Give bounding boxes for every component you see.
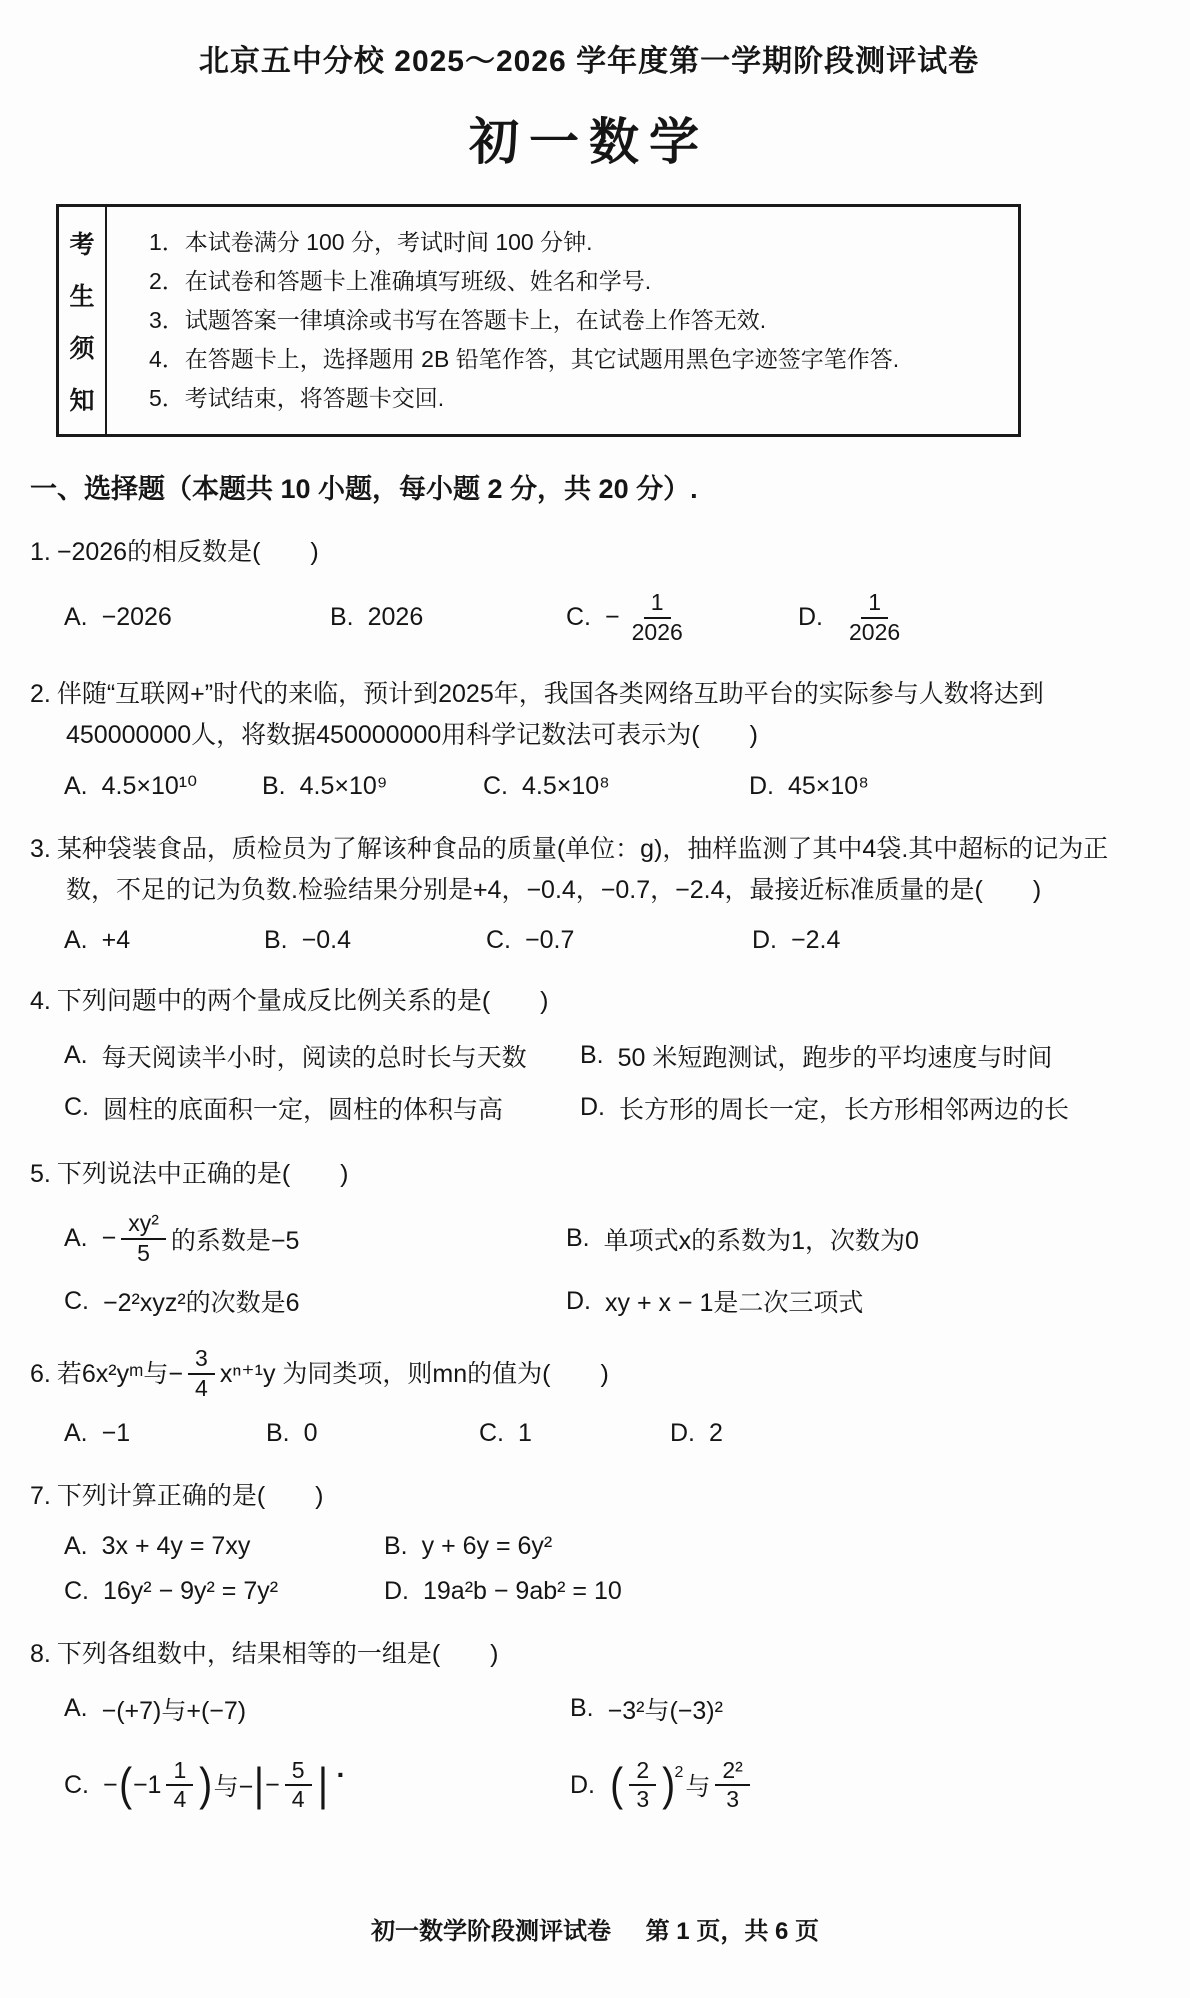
fraction-denominator: 3 [636, 1786, 650, 1813]
option-text: −1 [101, 1418, 131, 1447]
question-2 [30, 674, 1148, 801]
option-label: B. [262, 771, 286, 800]
q7-option-a [64, 1532, 384, 1561]
q5-option-a [64, 1210, 566, 1267]
question-4 [30, 981, 1148, 1126]
mixed-number-integer: −1 [132, 1770, 162, 1799]
option-text: 与− [213, 1773, 254, 1802]
notice-item: 2．在试卷和答题卡上准确填写班级、姓名和学号. [149, 268, 652, 295]
fraction-denominator: 2026 [631, 618, 683, 645]
q5-option-c [64, 1283, 566, 1319]
exam-title: 北京五中分校 2025～2026 学年度第一学期阶段测评试卷 [198, 45, 980, 78]
option-label: B. [566, 1224, 590, 1253]
option-text: −2026 [101, 603, 172, 632]
question-7 [30, 1476, 1148, 1607]
q1-option-b [330, 603, 566, 632]
option-label: A. [64, 1418, 88, 1447]
option-label: C. [64, 1770, 89, 1799]
fraction [715, 1757, 749, 1814]
option-text: 4.5×10¹⁰ [101, 772, 198, 801]
option-text: 每天阅读半小时，阅读的总时长与天数 [101, 1043, 527, 1072]
option-text: xy + x − 1是二次三项式 [605, 1289, 864, 1318]
option-text: −0.4 [301, 926, 351, 955]
option-text: +4 [101, 926, 131, 955]
q7-option-d [384, 1577, 622, 1606]
q8-options-row-2 [30, 1757, 1148, 1814]
q6-option-b [266, 1419, 479, 1448]
q4-option-a [64, 1038, 580, 1074]
q6-option-c [479, 1419, 670, 1448]
q6-option-a [64, 1419, 266, 1448]
option-text: 2 [709, 1418, 723, 1447]
q2-options [30, 771, 1148, 801]
fraction-denominator: 4 [173, 1786, 187, 1813]
question-3 [30, 829, 1148, 955]
option-label: D. [749, 771, 774, 800]
minus-sign: − [103, 1770, 118, 1799]
option-text: 3x + 4y = 7xy [101, 1532, 251, 1561]
option-label: B. [570, 1694, 594, 1723]
minus-sign: − [265, 1770, 280, 1799]
q4-options-row-1 [30, 1038, 1148, 1074]
fraction [285, 1757, 312, 1814]
fraction [625, 589, 690, 646]
section-1-heading: 一、选择题（本题共 10 小题，每小题 2 分，共 20 分）. [30, 474, 698, 505]
q7-number: 7. [30, 1481, 51, 1510]
q3-number: 3. [30, 835, 51, 864]
q7-options-row-1 [30, 1532, 1148, 1561]
q8-option-d [570, 1757, 755, 1814]
fraction-numerator: 3 [188, 1345, 215, 1375]
notice-items [107, 207, 1018, 434]
notice-item: 5．考试结束，将答题卡交回. [149, 385, 445, 412]
option-label: D. [384, 1577, 409, 1606]
q2-option-b [262, 772, 483, 801]
q4-option-d [580, 1090, 1069, 1126]
question-8 [30, 1634, 1148, 1814]
option-label: C. [64, 1093, 89, 1122]
stray-dot: · [336, 1759, 346, 1791]
notice-side-char: 生 [69, 282, 95, 311]
fraction-denominator: 4 [195, 1374, 208, 1401]
q6-options [30, 1419, 1148, 1448]
fraction [166, 1757, 193, 1814]
q7-stem-text: 下列计算正确的是( ) [56, 1481, 324, 1510]
q4-option-c [64, 1090, 580, 1126]
q3-option-a [64, 926, 264, 955]
option-label: D. [798, 603, 823, 632]
option-text: y + 6y = 6y² [421, 1532, 553, 1561]
q5-options-row-2 [30, 1283, 1148, 1319]
q2-stem-text: 伴随“互联网+”时代的来临，预计到2025年，我国各类网络互助平台的实际参与人数将达到450000000人，将数据450000000用科学记数法可表示为( ) [56, 680, 1044, 749]
q2-option-a [64, 771, 262, 801]
q8-option-c [64, 1757, 570, 1814]
option-text: −(+7)与+(−7) [101, 1696, 247, 1725]
q3-stem [30, 829, 1148, 910]
option-label: D. [580, 1093, 605, 1122]
q2-stem [30, 674, 1148, 755]
fraction-numerator: 2 [629, 1757, 656, 1787]
page-footer [0, 1911, 1190, 1946]
option-text: 0 [303, 1418, 318, 1447]
q1-option-c [566, 589, 798, 646]
option-label: A. [64, 1532, 88, 1561]
footer-doc-title: 初一数学阶段测评试卷 [370, 1918, 611, 1945]
option-label: D. [670, 1418, 695, 1447]
option-label: D. [752, 926, 777, 955]
option-text: 单项式x的系数为1，次数为0 [603, 1226, 919, 1255]
q6-stem-post: xⁿ⁺¹y 为同类项，则mn的值为( ) [219, 1359, 609, 1388]
fraction-denominator: 5 [137, 1239, 150, 1266]
option-label: C. [479, 1418, 504, 1447]
notice-side-char: 考 [69, 230, 95, 259]
q6-option-d [670, 1419, 723, 1448]
q3-stem-text: 某种袋装食品，质检员为了解该种食品的质量(单位：g)，抽样监测了其中4袋.其中超标的记为正数，不足的记为负数.检验结果分别是+4，−0.4，−0.7，−2.4，最接近标准质量的是( ) [56, 835, 1109, 904]
q7-stem [30, 1476, 1148, 1517]
right-paren: ) [662, 1758, 676, 1811]
fraction-denominator: 3 [726, 1786, 739, 1813]
fraction-numerator: 1 [861, 589, 888, 619]
option-label: B. [384, 1532, 408, 1561]
q2-option-d [749, 772, 869, 801]
question-6 [30, 1345, 1148, 1447]
q1-stem-text: −2026的相反数是( ) [56, 538, 319, 567]
fraction-numerator: 1 [166, 1757, 193, 1787]
minus-sign: − [101, 1224, 117, 1253]
q3-option-b [264, 926, 486, 955]
option-text: 圆柱的底面积一定，圆柱的体积与高 [103, 1095, 504, 1124]
q7-option-c [64, 1577, 384, 1606]
option-label: B. [264, 926, 288, 955]
q6-stem-pre: 若6x²yᵐ与− [56, 1359, 184, 1388]
question-5 [30, 1154, 1148, 1320]
notice-item: 1．本试卷满分 100 分，考试时间 100 分钟. [149, 229, 593, 255]
right-paren: ) [199, 1758, 213, 1811]
q4-option-b [580, 1038, 1052, 1074]
option-text: 2026 [367, 603, 424, 632]
q2-option-c [483, 772, 749, 801]
option-label: B. [330, 603, 354, 632]
q5-stem [30, 1154, 1148, 1195]
option-text: 4.5×10⁹ [299, 771, 388, 800]
q1-number: 1. [30, 538, 51, 567]
fraction-numerator: 1 [644, 589, 671, 619]
q5-stem-text: 下列说法中正确的是( ) [56, 1159, 349, 1188]
option-text: 50 米短跑测试，跑步的平均速度与时间 [617, 1043, 1053, 1072]
q5-option-b [566, 1221, 919, 1257]
option-label: C. [483, 771, 508, 800]
q4-number: 4. [30, 987, 51, 1016]
q1-options [30, 589, 1148, 646]
q6-stem [30, 1345, 1140, 1402]
fraction-numerator: xy² [121, 1210, 166, 1240]
option-label: A. [64, 771, 88, 800]
q3-option-c [486, 926, 752, 955]
q6-number: 6. [30, 1359, 51, 1388]
notice-item: 4．在答题卡上，选择题用 2B 铅笔作答，其它试题用黑色字迹签字笔作答. [149, 346, 900, 373]
option-label: C. [64, 1286, 89, 1315]
option-text: 与 [685, 1773, 711, 1802]
fraction-numerator: 2² [715, 1757, 749, 1787]
notice-side-char: 须 [69, 334, 95, 363]
option-label: C. [566, 603, 591, 632]
fraction [842, 589, 907, 646]
q1-option-a [64, 603, 330, 632]
option-text: 1 [518, 1418, 532, 1447]
q1-option-d [798, 589, 912, 646]
option-label: A. [64, 926, 88, 955]
notice-side-label [59, 207, 107, 434]
fraction [121, 1210, 166, 1267]
exponent: 2 [674, 1764, 684, 1782]
fraction-denominator: 4 [291, 1786, 305, 1813]
abs-bar: | [317, 1758, 328, 1811]
notice-item: 3．试题答案一律填涂或书写在答题卡上，在试卷上作答无效. [149, 307, 767, 334]
q8-option-b [570, 1691, 723, 1727]
q5-option-d [566, 1283, 863, 1319]
option-text: 19a²b − 9ab² = 10 [423, 1577, 622, 1606]
q5-number: 5. [30, 1159, 51, 1188]
fraction [629, 1757, 656, 1814]
q4-options-row-2 [30, 1090, 1148, 1126]
q1-stem [30, 532, 1148, 573]
left-paren: ( [610, 1758, 624, 1811]
option-label: C. [64, 1577, 89, 1606]
minus-sign: − [605, 603, 620, 632]
q4-stem-text: 下列问题中的两个量成反比例关系的是( ) [56, 987, 549, 1016]
option-label: A. [64, 1041, 88, 1070]
q8-number: 8. [30, 1640, 51, 1669]
option-text: −2²xyz²的次数是6 [103, 1289, 300, 1318]
q8-stem-text: 下列各组数中，结果相等的一组是( ) [56, 1640, 499, 1669]
abs-bar: | [254, 1758, 265, 1811]
exam-subject: 初一数学 [469, 114, 709, 170]
option-label: C. [486, 926, 511, 955]
fraction-numerator: 5 [285, 1757, 312, 1787]
q5-options-row-1 [30, 1210, 1148, 1267]
option-text: 16y² − 9y² = 7y² [103, 1577, 279, 1606]
q8-option-a [64, 1691, 570, 1727]
q2-number: 2. [30, 680, 51, 709]
option-text: 长方形的周长一定，长方形相邻两边的长 [619, 1095, 1070, 1124]
option-text: −2.4 [791, 926, 841, 955]
fraction-denominator: 2026 [849, 618, 901, 645]
left-paren: ( [118, 1758, 132, 1811]
option-label: D. [566, 1286, 591, 1315]
option-text: −3²与(−3)² [607, 1696, 723, 1725]
option-label: B. [580, 1041, 604, 1070]
option-text: −0.7 [525, 926, 575, 955]
option-label: A. [64, 1694, 88, 1723]
q3-option-d [752, 926, 840, 955]
option-text: 4.5×10⁸ [522, 771, 610, 800]
candidate-notice-box [56, 204, 1021, 437]
question-1 [30, 532, 1148, 646]
option-text: 45×10⁸ [788, 771, 869, 800]
option-label: A. [64, 603, 88, 632]
option-text: 的系数是−5 [170, 1226, 300, 1255]
q8-stem [30, 1634, 1148, 1675]
q7-options-row-2 [30, 1577, 1148, 1606]
q3-options [30, 926, 1148, 955]
footer-page-number: 第 1 页，共 6 页 [645, 1918, 820, 1945]
option-label: A. [64, 1224, 88, 1253]
fraction [188, 1345, 215, 1402]
q7-option-b [384, 1532, 552, 1561]
notice-side-char: 知 [69, 386, 95, 415]
q8-options-row-1 [30, 1691, 1148, 1727]
option-label: B. [266, 1418, 290, 1447]
q4-stem [30, 981, 1148, 1022]
option-label: D. [570, 1770, 595, 1799]
